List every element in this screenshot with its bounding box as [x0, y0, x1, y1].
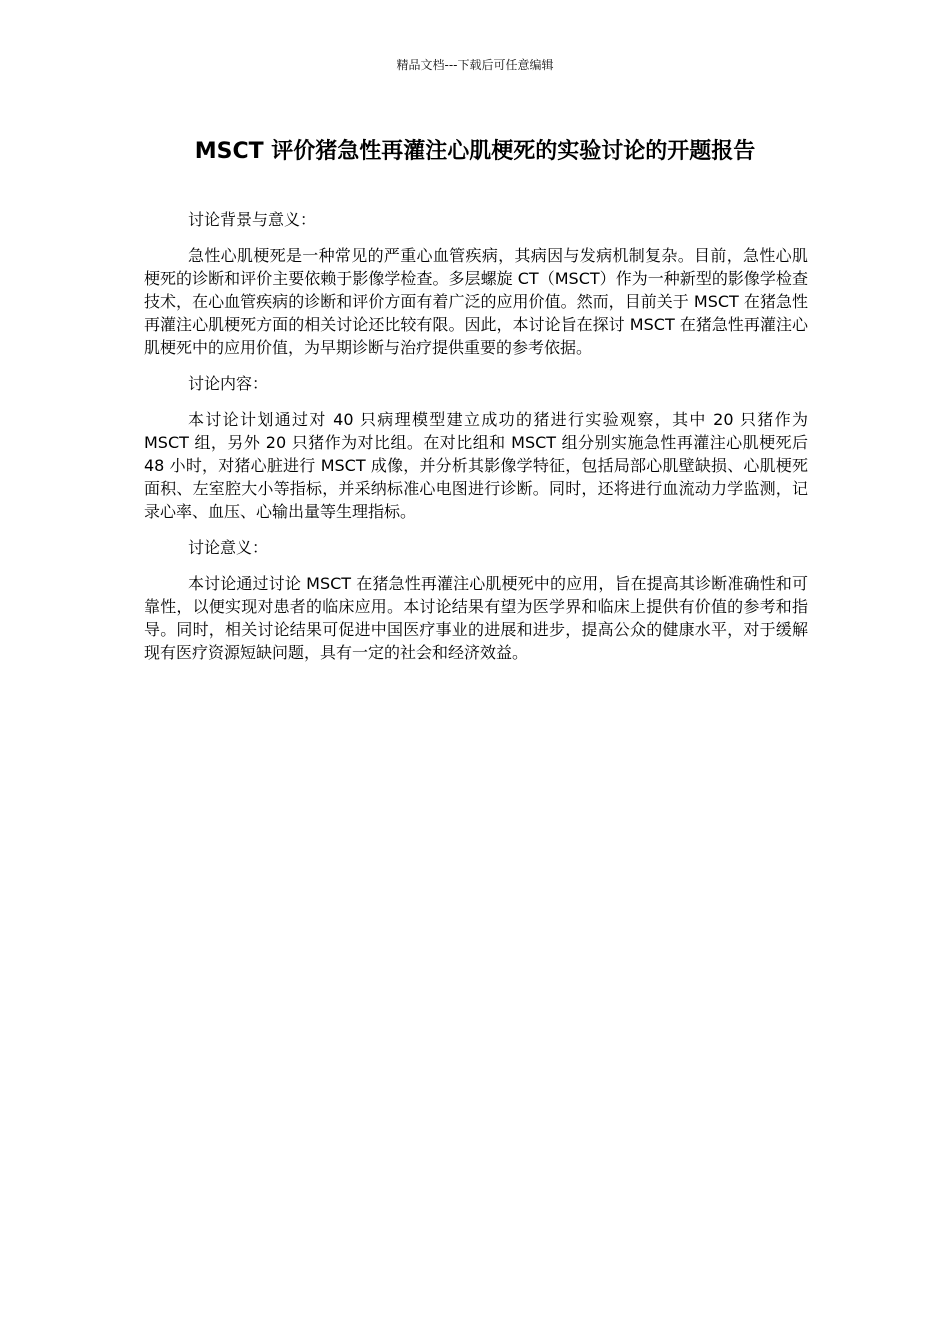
section-paragraph-significance: 本讨论通过讨论 MSCT 在猪急性再灌注心肌梗死中的应用，旨在提高其诊断准确性和可靠性，以便实现对患者的临床应用。本讨论结果有望为医学界和临床上提供有价值的参考和指导。同时，相关讨论结果可促进中国医疗事业的进展和进步，提高公众的健康水平，对于缓解现有医疗资源短缺问题，具有一定的社会和经济效益。	[144, 574, 808, 662]
section-heading-significance: 讨论意义：	[188, 538, 269, 557]
section-heading-content: 讨论内容：	[188, 374, 269, 393]
document-body	[144, 208, 808, 677]
section-heading-background: 讨论背景与意义：	[188, 210, 317, 229]
section-paragraph-background: 急性心肌梗死是一种常见的严重心血管疾病，其病因与发病机制复杂。目前，急性心肌梗死的诊断和评价主要依赖于影像学检查。多层螺旋 CT（MSCT）作为一种新型的影像学检查技术，在心血管疾病的诊断和评价方面有着广泛的应用价值。然而，目前关于 MSCT 在猪急性再灌注心肌梗死方面的相关讨论还比较有限。因此，本讨论旨在探讨 MSCT 在猪急性再灌注心肌梗死中的应用价值，为早期诊断与治疗提供重要的参考依据。	[144, 246, 808, 357]
document-title: MSCT 评价猪急性再灌注心肌梗死的实验讨论的开题报告	[194, 139, 756, 164]
section-paragraph-content: 本讨论计划通过对 40 只病理模型建立成功的猪进行实验观察，其中 20 只猪作为 MSCT 组，另外 20 只猪作为对比组。在对比组和 MSCT 组分别实施急性再灌注心肌梗死后 48 小时，对猪心脏进行 MSCT 成像，并分析其影像学特征，包括局部心肌壁缺损、心肌梗死面积、左室腔大小等指标，并采纳标准心电图进行诊断。同时，还将进行血流动力学监测，记录心率、血压、心输出量等生理指标。	[144, 410, 808, 521]
header-note: 精品文档---下载后可任意编辑	[396, 58, 554, 72]
